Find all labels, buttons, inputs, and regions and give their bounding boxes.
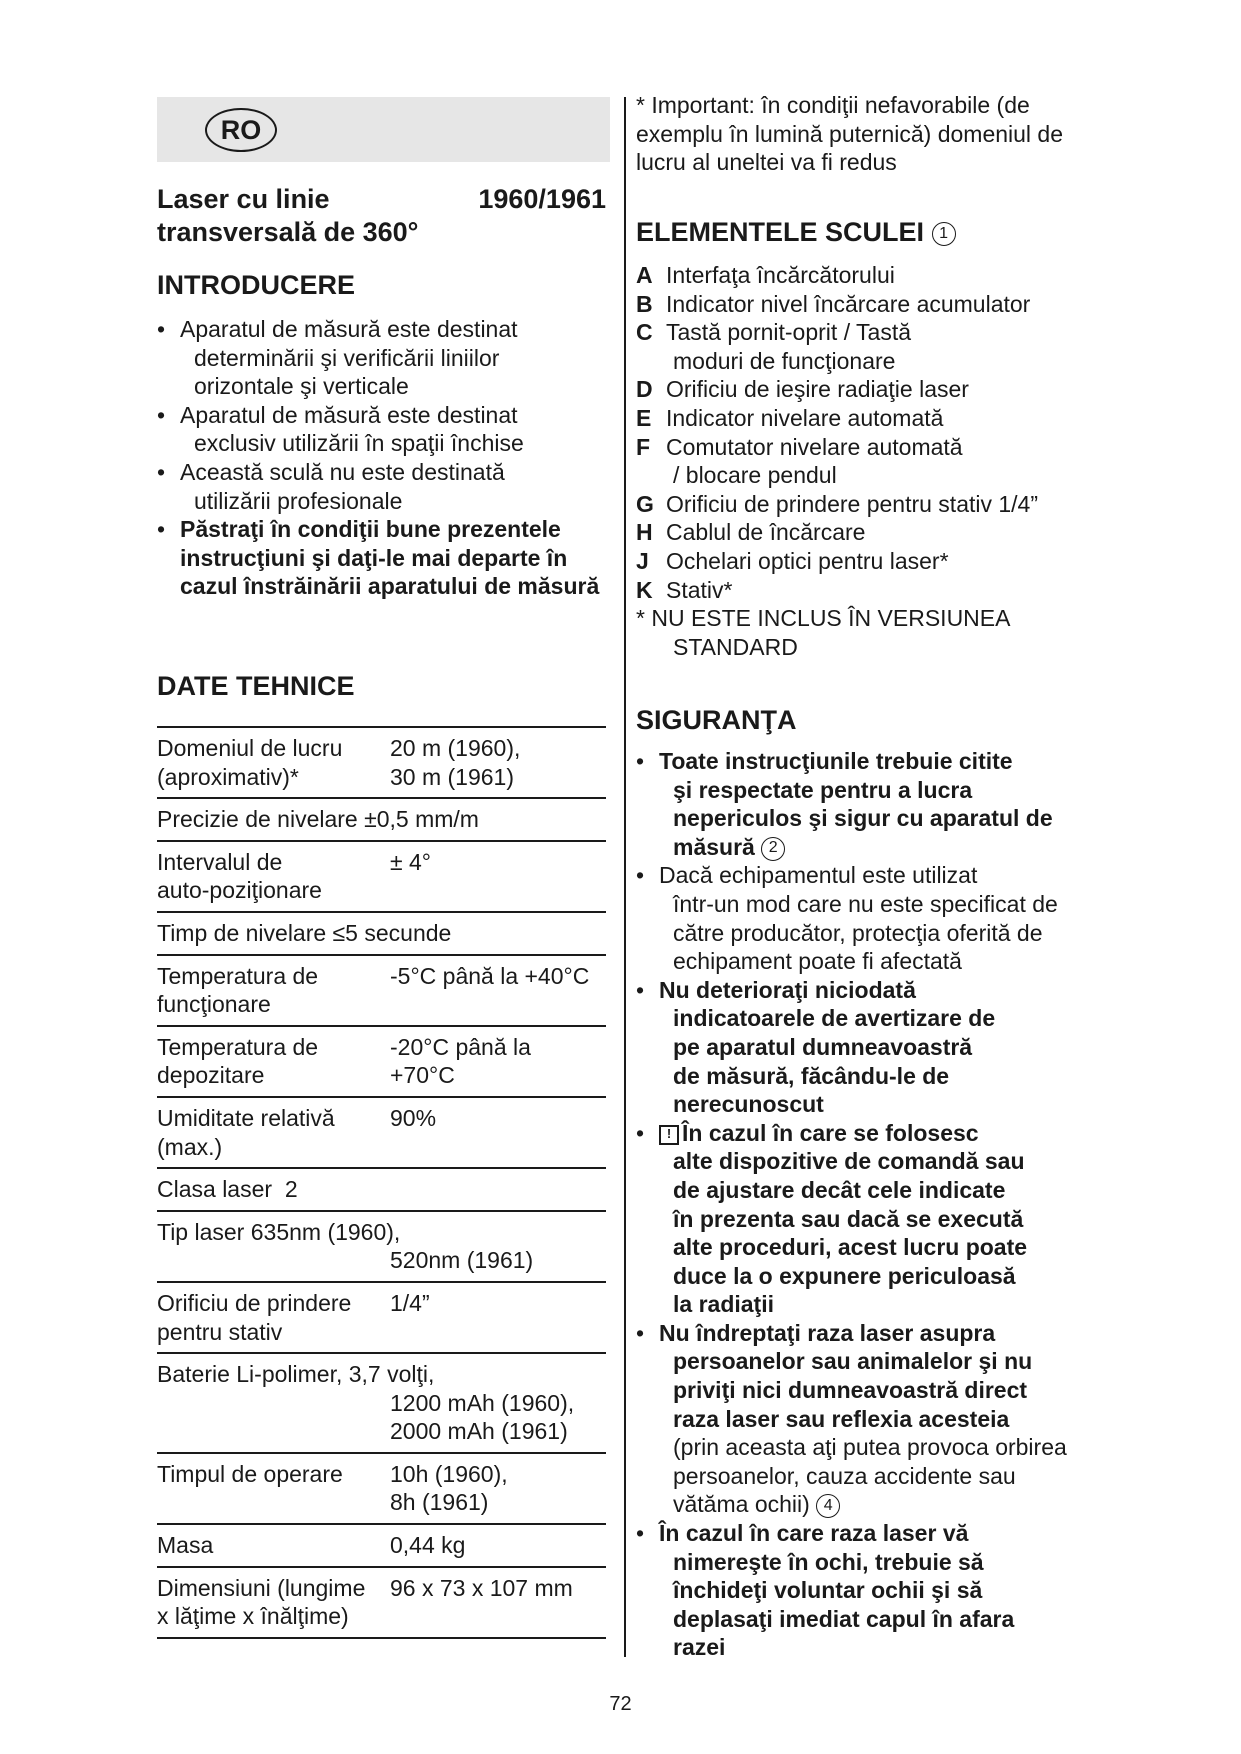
list-item: F Comutator nivelare automată / blocare pendul — [636, 433, 963, 489]
table-row: Baterie Li-polimer, 3,7 volţi, 1200 mAh (1960), 2000 mAh (1961) — [157, 1352, 606, 1452]
intro-list — [157, 315, 606, 601]
table-row: Temperatura de funcţionare -5°C până la +40°C — [157, 954, 606, 1025]
list-item: • Nu deterioraţi niciodată indicatoarele de avertizare de pe aparatul dumneavoastră de măsură, făcându-le de nerecunoscut — [636, 976, 1106, 1119]
title-line2: transversală de 360° — [157, 217, 419, 247]
list-item: • ! În cazul în care se folosesc alte dispozitive de comandă sau de ajustare decât cele indicate în prezenta sau dacă se execută alte proceduri, acest lucru poate duce la o expunere periculoasă la radiaţii — [636, 1119, 1106, 1319]
list-item: • Toate instrucţiunile trebuie citite şi respectate pentru a lucra nepericulos şi sigur cu aparatul de măsură 2 — [636, 747, 1106, 861]
safety-list — [636, 747, 1106, 1662]
list-item: • În cazul în care raza laser vă nimereşte în ochi, trebuie să închideţi voluntar ochii şi să deplasaţi imediat capul în afara razei — [636, 1519, 1106, 1662]
footnote: * NU ESTE INCLUS ÎN VERSIUNEA STANDARD — [636, 605, 1011, 660]
figure-ref-2: 2 — [761, 837, 785, 861]
table-row: Precizie de nivelare ±0,5 mm/m — [157, 797, 606, 840]
table-row: Temperatura de depozitare -20°C până la +70°C — [157, 1025, 606, 1096]
safety-heading: SIGURANŢA — [636, 705, 797, 735]
list-item: B Indicator nivel încărcare acumulator — [636, 290, 1031, 317]
table-row: Timpul de operare 10h (1960), 8h (1961) — [157, 1452, 606, 1523]
language-badge: RO — [205, 108, 277, 152]
elements-heading: ELEMENTELE SCULEI 1 — [636, 217, 956, 248]
column-divider — [624, 97, 626, 1657]
table-row: Masa 0,44 kg — [157, 1523, 606, 1566]
table-row: Tip laser 635nm (1960), 520nm (1961) — [157, 1210, 606, 1281]
table-row: Orificiu de prindere pentru stativ 1/4” — [157, 1281, 606, 1352]
table-row: Dimensiuni (lungime x lăţime x înălţime) 96 x 73 x 107 mm — [157, 1566, 606, 1639]
tech-spec-table — [157, 726, 606, 1639]
elements-list — [636, 261, 1096, 661]
list-item-bold: • Păstraţi în condiţii bune prezentele instrucţiuni şi daţi-le mai departe în cazul înstrăinării aparatului de măsură — [157, 515, 606, 601]
page-number: 72 — [609, 1693, 632, 1715]
list-item: D Orificiu de ieşire radiaţie laser — [636, 376, 969, 403]
page-title — [157, 183, 606, 249]
list-item: K Stativ* — [636, 576, 733, 603]
list-item: E Indicator nivelare automată — [636, 404, 944, 431]
warning-icon: ! — [659, 1125, 679, 1145]
table-row: Domeniul de lucru (aproximativ)* 20 m (1960), 30 m (1961) — [157, 726, 606, 797]
list-item: C Tastă pornit-oprit / Tastă moduri de funcţionare — [636, 319, 912, 374]
list-item: H Cablul de încărcare — [636, 519, 866, 546]
title-line1: Laser cu linie — [157, 184, 330, 214]
important-note: * Important: în condiţii nefavorabile (de exemplu în lumină puternică) domeniul de lucru al uneltei va fi redus — [636, 92, 1064, 176]
table-row: Umiditate relativă (max.) 90% — [157, 1096, 606, 1167]
tech-heading: DATE TEHNICE — [157, 671, 355, 701]
list-item: • Această sculă nu este destinată utilizării profesionale — [157, 458, 606, 515]
figure-ref-4: 4 — [816, 1494, 840, 1518]
table-row: Timp de nivelare ≤5 secunde — [157, 911, 606, 954]
list-item: G Orificiu de prindere pentru stativ 1/4” — [636, 490, 1039, 517]
list-item: J Ochelari optici pentru laser* — [636, 547, 949, 574]
list-item: • Aparatul de măsură este destinat exclusiv utilizării în spaţii închise — [157, 401, 606, 458]
table-row: Clasa laser 2 — [157, 1167, 606, 1210]
list-item: • Aparatul de măsură este destinat determinării şi verificării liniilor orizontale şi verticale — [157, 315, 606, 401]
intro-heading: INTRODUCERE — [157, 270, 356, 300]
table-row: Intervalul de auto-poziţionare ± 4° — [157, 840, 606, 911]
list-item: • Dacă echipamentul este utilizat într-un mod care nu este specificat de către producător, protecţia oferită de echipament poate fi afectată — [636, 861, 1106, 975]
list-item: A Interfaţa încărcătorului — [636, 262, 895, 288]
figure-ref-1: 1 — [932, 222, 956, 246]
list-item: • Nu îndreptaţi raza laser asupra persoanelor sau animalelor şi nu priviţi nici dumneavoastră direct raza laser sau reflexia acesteia (prin aceasta aţi putea provoca orbirea persoanelor, cauza accidente sau vătăma ochii) 4 — [636, 1319, 1106, 1519]
title-model: 1960/1961 — [478, 184, 606, 214]
